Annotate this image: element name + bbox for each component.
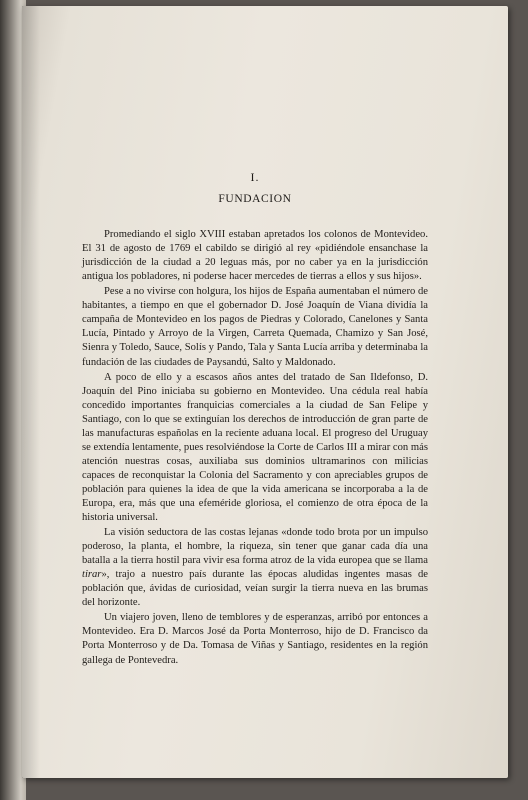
chapter-title: FUNDACION [218,193,292,206]
paragraph-3: A poco de ello y a escasos años antes del tratado de San Ildefonso, D. Joaquín del Pino iniciaba su gobierno en Montevideo. Una cédula real había concedido importantes franquicias comerciales a la ciudad de San Felipe y Santiago, con lo que se extinguían los derechos de introducción de gran parte de las manufacturas españolas en la reciente aduana local. El progreso del Uruguay se extendía lentamente, pues resolviéndose la Corte de Carlos III a mirar con más atención nuestras cosas, auxiliaba sus dominios ultramarinos con milicias capaces de reconquistar la Colonia del Sacramento y con apreciables grupos de población para quienes la idea de que la vida americana se incorporaba a la de Europa, era, más que una efeméride gloriosa, el comienzo de otra época de la historia universal. [82,371,428,524]
paragraph-4-text-end: », trajo a nuestro país durante las épocas aludidas ingentes masas de población que, ávidas de curiosidad, veían surgir la tierra nueva en las brumas del horizonte. [82,569,428,609]
paragraph-5: Un viajero joven, lleno de temblores y de esperanzas, arribó por entonces a Montevideo. Era D. Marcos José da Porta Monterroso, hijo de D. Francisco da Porta Monterroso y de Da. Tomasa de Viñas y Santiago, residentes en la región gallega de Pontevedra. [82,612,428,666]
paragraph-4 [82,526,428,610]
paragraph-1: Promediando el siglo XVIII estaban apretados los colonos de Montevideo. El 31 de agosto de 1769 el cabildo se dirigió al rey «pidiéndole ensanchase la jurisdicción de la ciudad a 20 leguas más, por no caber ya en la jurisdicción antigua los pobladores, ni poderse hacer mercedes de tierras a ellos y sus hijos». [82,229,428,283]
paragraph-2: Pese a no vivirse con holgura, los hijos de España aumentaban el número de habitantes, a tiempo en que el gobernador D. José Joaquín de Viana dividía la campaña de Montevideo en los pagos de Piedras y Colorado, Canelones y Santa Lucía, Pintado y Arroyo de la Virgen, Carreta Quemada, Chamizo y San José, Sienra y Toledo, Sauce, Solís y Pando, Tala y Santa Lucía arriba y determinaba la fundación de las ciudades de Paysandú, Salto y Maldonado. [82,286,428,368]
chapter-number: I. [250,170,260,184]
paragraph-4-text: La visión seductora de las costas lejanas «donde todo brota por un impulso poderoso, la planta, el hombre, la riqueza, sin tener que ganar cada día una batalla a la tierra hostil para vivir esa forma atroz de la vida europea que se llama [82,527,428,567]
paragraph-4-italic: tirar [82,569,102,581]
page-text [82,170,428,669]
